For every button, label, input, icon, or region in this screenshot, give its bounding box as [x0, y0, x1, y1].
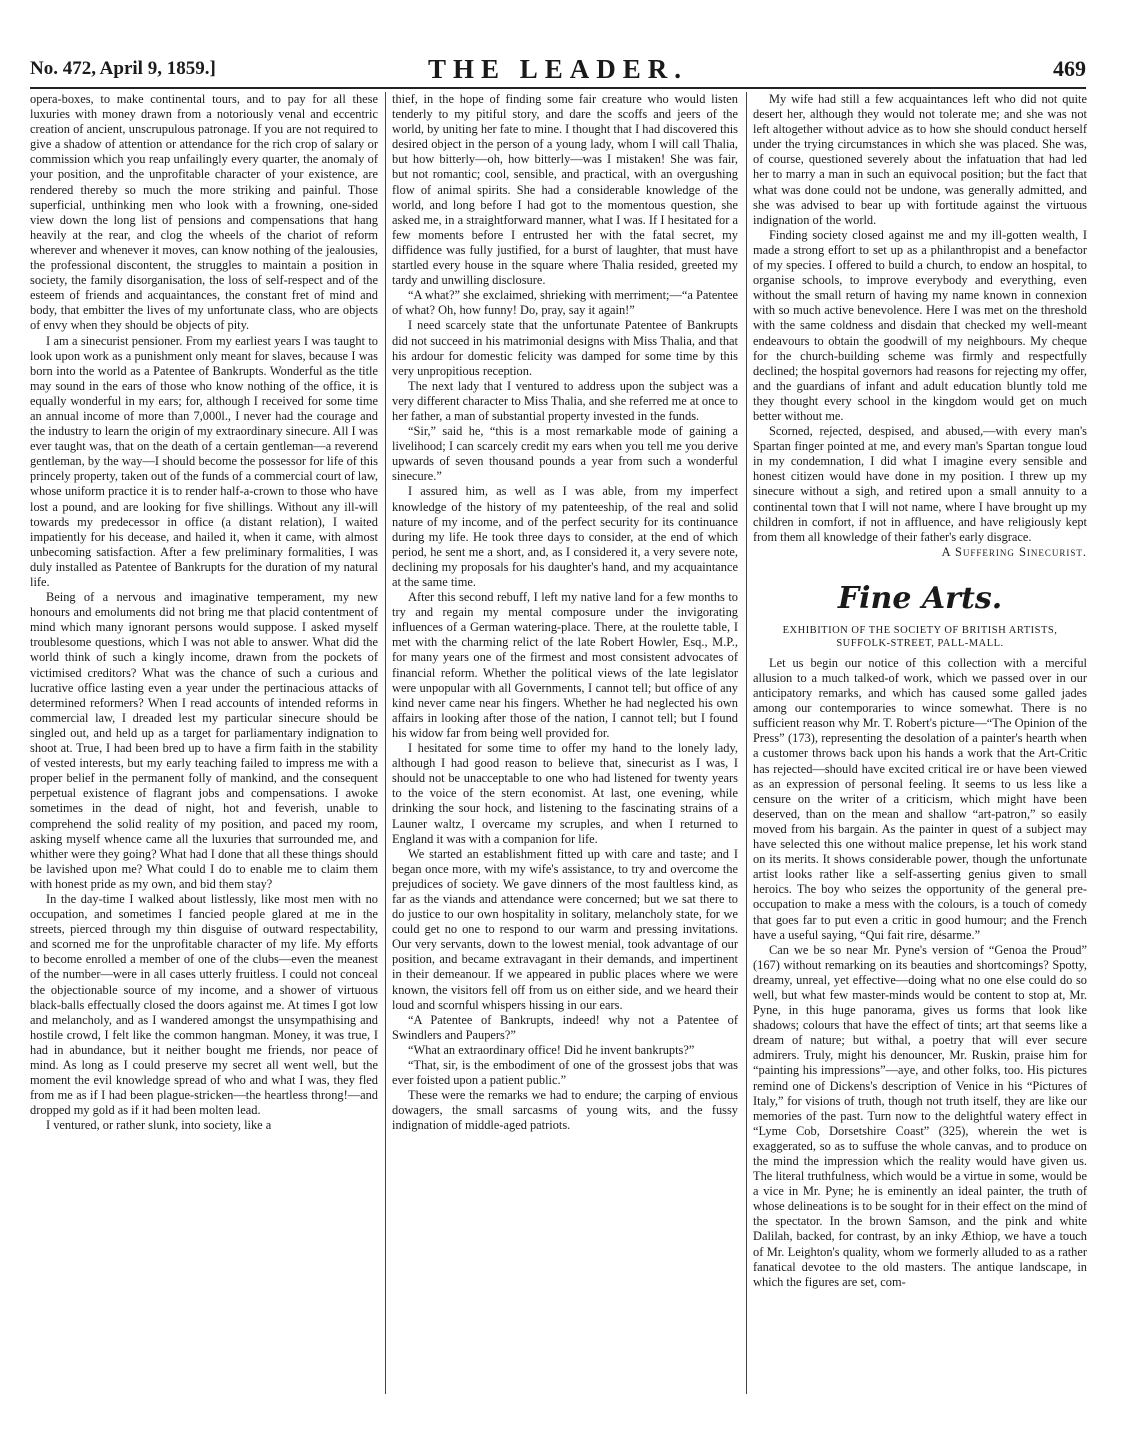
paragraph: Finding society closed against me and my ill-gotten wealth, I made a strong effort to set up as a philanthropist and a benefactor of my species. I offered to build a church, to endow an hospital, to organise schools, to improve everybody and everything, even without the small return of having my name known in connexion with so much active benevolence. Here I was met on the threshold with the same coldness and disdain that checked my well-meant endeavours to obtain the goodwill of my neighbours. My cheque for the church-building scheme was firmly and respectfully declined; the hospital governors had reasons for rejecting my offer, and the guardians of infant and adult education bluntly told me they thought every school in the kingdom would get on much better without me.: [753, 227, 1087, 423]
paragraph: Can we be so near Mr. Pyne's version of “Genoa the Proud” (167) without remarking on its beauties and shortcomings? Spotty, dreamy, unreal, yet effective—doing what no one else could do so well, but what few master-minds would be content to stop at, Mr. Pyne, in this huge panorama, gives us forms that look like shadows; colours that have the effect of tints; art that seems like a dream of nature; but withal, a poetry that will ever secure admirers. Truly, might his denouncer, Mr. Ruskin, praise him for “painting his impressions”—aye, and other folks, too. His pictures remind one of Dickens's description of Venice in his “Pictures of Italy,” for visions of truth, though not truth itself, they are like our memories of the past. Turn now to the delightful watery effect in “Lyme Cob, Dorsetshire Coast” (325), wherein the wet is exaggerated, so as to suffuse the whole canvas, and to produce on the mind the impression which the reality would have given us. The literal truthfulness, which would be a virtue in some, would be a vice in Mr. Pyne; he is eminently an ideal painter, the truth of whose delineations is to be sought for in their effect on the mind of the spectator. In the brown Samson, and the pink and white Dalilah, backed, for contrast, by an inky Æthiop, we have a touch of Mr. Leighton's quality, whom we formerly alluded to as a rather fanatical devotee to the old masters. The antique landscape, in which the figures are set, com-: [753, 942, 1087, 1289]
paragraph: These were the remarks we had to endure; the carping of envious dowagers, the small sarcasms of young wits, and the fussy indignation of middle-aged patriots.: [392, 1088, 738, 1133]
paragraph: Being of a nervous and imaginative temperament, my new honours and emoluments did not bring me that placid contentment of mind which many ignorant persons would suppose. I asked myself troublesome questions, which I was not able to answer. What did the world think of such a kingly income, drawn from the pockets of victimised creditors? What was the chance of such a curious and lucrative office lasting even a year under the pertinacious attacks of determined reformers? When I read accounts of intended reforms in commercial law, I dreaded lest my particular sinecure should be singled out, and held up as a target for parliamentary indignation to shoot at. True, I had been bred up to have a firm faith in the stability of vested interests, but my early teaching failed to impress me with a proper belief in the permanent folly of mankind, and the consequent perpetual existence of flagrant jobs and compensations. I awoke sometimes in the dead of night, hot and feverish, unable to comprehend the solid reality of my position, and paced my room, asking myself whence came all the luxuries that surrounded me, and whither were they going? What had I done that all these things should be lavished upon me? What could I do to enable me to claim them with honest pride as my own, and bid them stay?: [30, 590, 378, 891]
column-3: [753, 92, 1087, 1394]
paragraph: “A Patentee of Bankrupts, indeed! why not a Patentee of Swindlers and Paupers?”: [392, 1012, 738, 1042]
paragraph: “What an extraordinary office! Did he invent bankrupts?”: [408, 1042, 695, 1057]
paragraph: In the day-time I walked about listlessly, like most men with no occupation, and sometimes I fancied people glared at me in the streets, pierced through my thin disguise of outward respectability, and scorned me for the unprofitable character of my life. My efforts to become enrolled a member of one of the clubs—even the meanest of the number—were in all cases utterly fruitless. I could not conceal the objectionable source of my income, and a shower of virtuous black-balls effectually closed the doors against me. At times I got low and melancholy, and as I wandered amongst the unsympathising and hostile crowd, I felt like the common hangman. Money, it was true, I had in abundance, but it neither bought me friends, nor peace of mind. As long as I could preserve my secret all went well, but the moment the evil knowledge spread of who and what I was, they fled from me as if I had been plague-stricken—the heartless throng!—and dropped my gold as if it had been molten lead.: [30, 891, 378, 1118]
article-signature: A Suffering Sinecurist.: [941, 544, 1087, 559]
exhibition-location: SUFFOLK-STREET, PALL-MALL.: [836, 637, 1004, 649]
column-1: [30, 92, 378, 1394]
issue-date: No. 472, April 9, 1859.]: [30, 58, 216, 79]
paragraph: I hesitated for some time to offer my hand to the lonely lady, although I had good reason to believe that, sinecurist as I was, I should not be unacceptable to one who had listened for twenty years to the voice of the stern economist. At last, one evening, while drinking the sour hock, and listening to the fascinating strains of a Launer waltz, I overcame my scruples, and when I returned to England it was with a companion for life.: [392, 741, 738, 846]
fine-arts-heading: Fine Arts.: [837, 580, 1003, 616]
paragraph: I assured him, as well as I was able, from my imperfect knowledge of the history of my patenteeship, of the real and solid nature of my income, and of the perfect security for its continuance during my life. He took three days to consider, at the end of which period, he sent me a short, and, as I considered it, a very severe note, declining my proposals for his daughter's hand, and my acquaintance at the same time.: [392, 484, 738, 589]
paragraph: We started an establishment fitted up with care and taste; and I began once more, with my wife's assistance, to try and overcome the prejudices of society. We gave dinners of the most faultless kind, as far as the viands and attendance were concerned; but we sat there to do justice to our own hospitality in solitary, melancholy state, for we could get no one to respond to our warm and pressing invitations. Our very servants, down to the lowest menial, took advantage of our position, and became extravagant in their demands, and impertinent in their demeanour. If we appeared in public places where we were known, the visitors fell off from us on either side, and we heard their loud and scornful whispers hissing in our ears.: [392, 846, 738, 1012]
paragraph: thief, in the hope of finding some fair creature who would listen tenderly to my pitiful story, and dare the scoffs and jeers of the world, by uniting her fate to mine. I thought that I had discovered this desired object in the person of a young lady, whom I will call Thalia, but how bitterly—oh, how bitterly—was I mistaken! She was fair, but not romantic; cool, sensible, and practical, with an overgushing flow of animal spirits. She had a considerable knowledge of the world, and long before I had got to the momentous question, she asked me, in a straightforward manner, what I was. If I hesitated for a few moments before I entrusted her with the fatal secret, my diffidence was fully justified, for a burst of laughter, that must have startled every house in the square where Thalia resided, greeted my tardy and unwilling disclosure.: [392, 92, 738, 288]
paragraph: Let us begin our notice of this collection with a merciful allusion to a much talked-of work, which we passed over in our anticipatory remarks, and which has caused some galled jades among our contemporaries to wince somewhat. There is no sufficient reason why Mr. T. Robert's picture—“The Opinion of the Press” (173), representing the desolation of a painter's hearth when a customer throws back upon his hands a work that the Art-Critic has rejected—should have excited critical ire or have been viewed as an expression of personal feeling. It seems to us less like a censure on the writer of a criticism, which might have been deserved, than on the mean and shallow “art-patron,” so easily moved from his bargain. As the painter in quest of a subject may have selected this one without malice prepense, let his work stand on its merits. It shows considerable power, though the unfortunate artist looks rather like a self-asserting genius given to small heroics. The boy who seizes the opportunity of the general pre-occupation to make a mess with the colours, is a touch of comedy that goes far to put even a critic in good humour; and the French have a useful saying, “Qui fait rire, désarme.”: [753, 655, 1087, 942]
page-number: 469: [1053, 56, 1086, 81]
paragraph: I am a sinecurist pensioner. From my earliest years I was taught to look upon work as a punishment only meant for slaves, because I was born into the world as a Patentee of Bankrupts. Wonderful as the title may sound in the ears of those who know nothing of the office, it is equally wonderful in my ears; for, although I received for some time an annual income of more than 7,000l., I never had the courage and the industry to learn the origin of my extraordinary sinecure. All I was ever taught was, that on the death of a certain gentleman—a reverend gentleman, by the way—I should become the possessor for life of this princely property, taken out of the funds of a commercial court of law, whose uniform practice it is to render half-a-crown to those who have lost a pound, and are looking for five shillings. Without any ill-will towards my predecessor in office (a distant relation), I waited impatiently for his decease, and hailed it, when it came, with almost unbecoming satisfaction. After a few preliminary formalities, I was duly installed as Patentee of Bankrupts for the duration of my natural life.: [30, 333, 378, 589]
header-rule: [30, 87, 1086, 89]
paragraph: My wife had still a few acquaintances left who did not quite desert her, although they would not tolerate me; and she was not left altogether without advice as to how she should conduct herself under the trying circumstances in which she was placed. She was, of course, questioned severely about the infatuation that had led her to marry a man in such an equivocal position; but the fact that what was done could not be undone, was generally admitted, and she was advised to bear up with fortitude against the virtuous indignation of the world.: [753, 92, 1087, 227]
paragraph: “Sir,” said he, “this is a most remarkable mode of gaining a livelihood; I can scarcely credit my ears when you tell me you derive upwards of seven thousand pounds a year from such a wonderful sinecure.”: [392, 424, 738, 484]
paragraph: Scorned, rejected, despised, and abused,—with every man's Spartan finger pointed at me, and every man's Spartan tongue loud in my condemnation, I did what I imagine every sensible and honest citizen would have done in my position. I threw up my sinecure without a sigh, and retired upon a small annuity to a continental town that I will not name, where I have brought up my children in comfort, if not in affluence, and have religiously kept from them all knowledge of their father's early disgrace.: [753, 424, 1087, 544]
paragraph: “A what?” she exclaimed, shrieking with merriment;—“a Patentee of what? Oh, how funny! Do, pray, say it again!”: [392, 288, 738, 318]
column-2: [392, 92, 738, 1394]
column-divider: [385, 92, 386, 1394]
paragraph: “That, sir, is the embodiment of one of the grossest jobs that was ever foisted upon a patient public.”: [392, 1058, 738, 1088]
paragraph: opera-boxes, to make continental tours, and to pay for all these luxuries with money drawn from a notoriously venal and eccentric creation of ancient, unscrupulous patronage. If you are not required to give a shadow of attention or attendance for the rich crop of salary or commission which you reap unfailingly every quarter, the anomaly of your position, and the unprofitable character of your existence, are rendered thereby so much the more striking and painful. Those superficial, unthinking men who look with a frowning, one-sided view down the long list of pensions and compensations that hang heavily at the rear, and clog the wheels of the chariot of reform wherever and whenever it moves, can know nothing of the jealousies, the professional discontent, the struggles to maintain a position in society, the family disorganisation, the loss of self-respect and of the esteem of friends and acquaintances, the constant fret of mind and body, that embitter the lives of my unfortunate class, who are objects of envy when they should be objects of pity.: [30, 92, 378, 333]
paragraph: I ventured, or rather slunk, into society, like a: [46, 1118, 272, 1133]
paragraph: I need scarcely state that the unfortunate Patentee of Bankrupts did not succeed in his matrimonial designs with Miss Thalia, and that his ardour for domestic felicity was damped for some time by this very unpropitious reception.: [392, 318, 738, 378]
paragraph: The next lady that I ventured to address upon the subject was a very different character to Miss Thalia, and she referred me at once to her father, a man of substantial property invested in the funds.: [392, 378, 738, 423]
exhibition-title: EXHIBITION OF THE SOCIETY OF BRITISH ARTISTS,: [782, 624, 1058, 636]
masthead: [30, 54, 1086, 84]
paragraph: After this second rebuff, I left my native land for a few months to try and regain my mental composure under the invigorating influences of a German watering-place. There, at the roulette table, I met with the charming relict of the late Robert Howler, Esq., M.P., for many years one of the firmest and most consistent advocates of financial reform. Whether the political views of the late legislator were unpopular with all Governments, I cannot tell; but office of any kind never came near his fingers. Whether he had neglected his own affairs in looking after those of the nation, I cannot tell; but I found his widow far from being well provided for.: [392, 590, 738, 740]
newspaper-title: THE LEADER.: [427, 54, 689, 84]
exhibition-subheading: [753, 624, 1087, 650]
column-divider: [746, 92, 747, 1394]
